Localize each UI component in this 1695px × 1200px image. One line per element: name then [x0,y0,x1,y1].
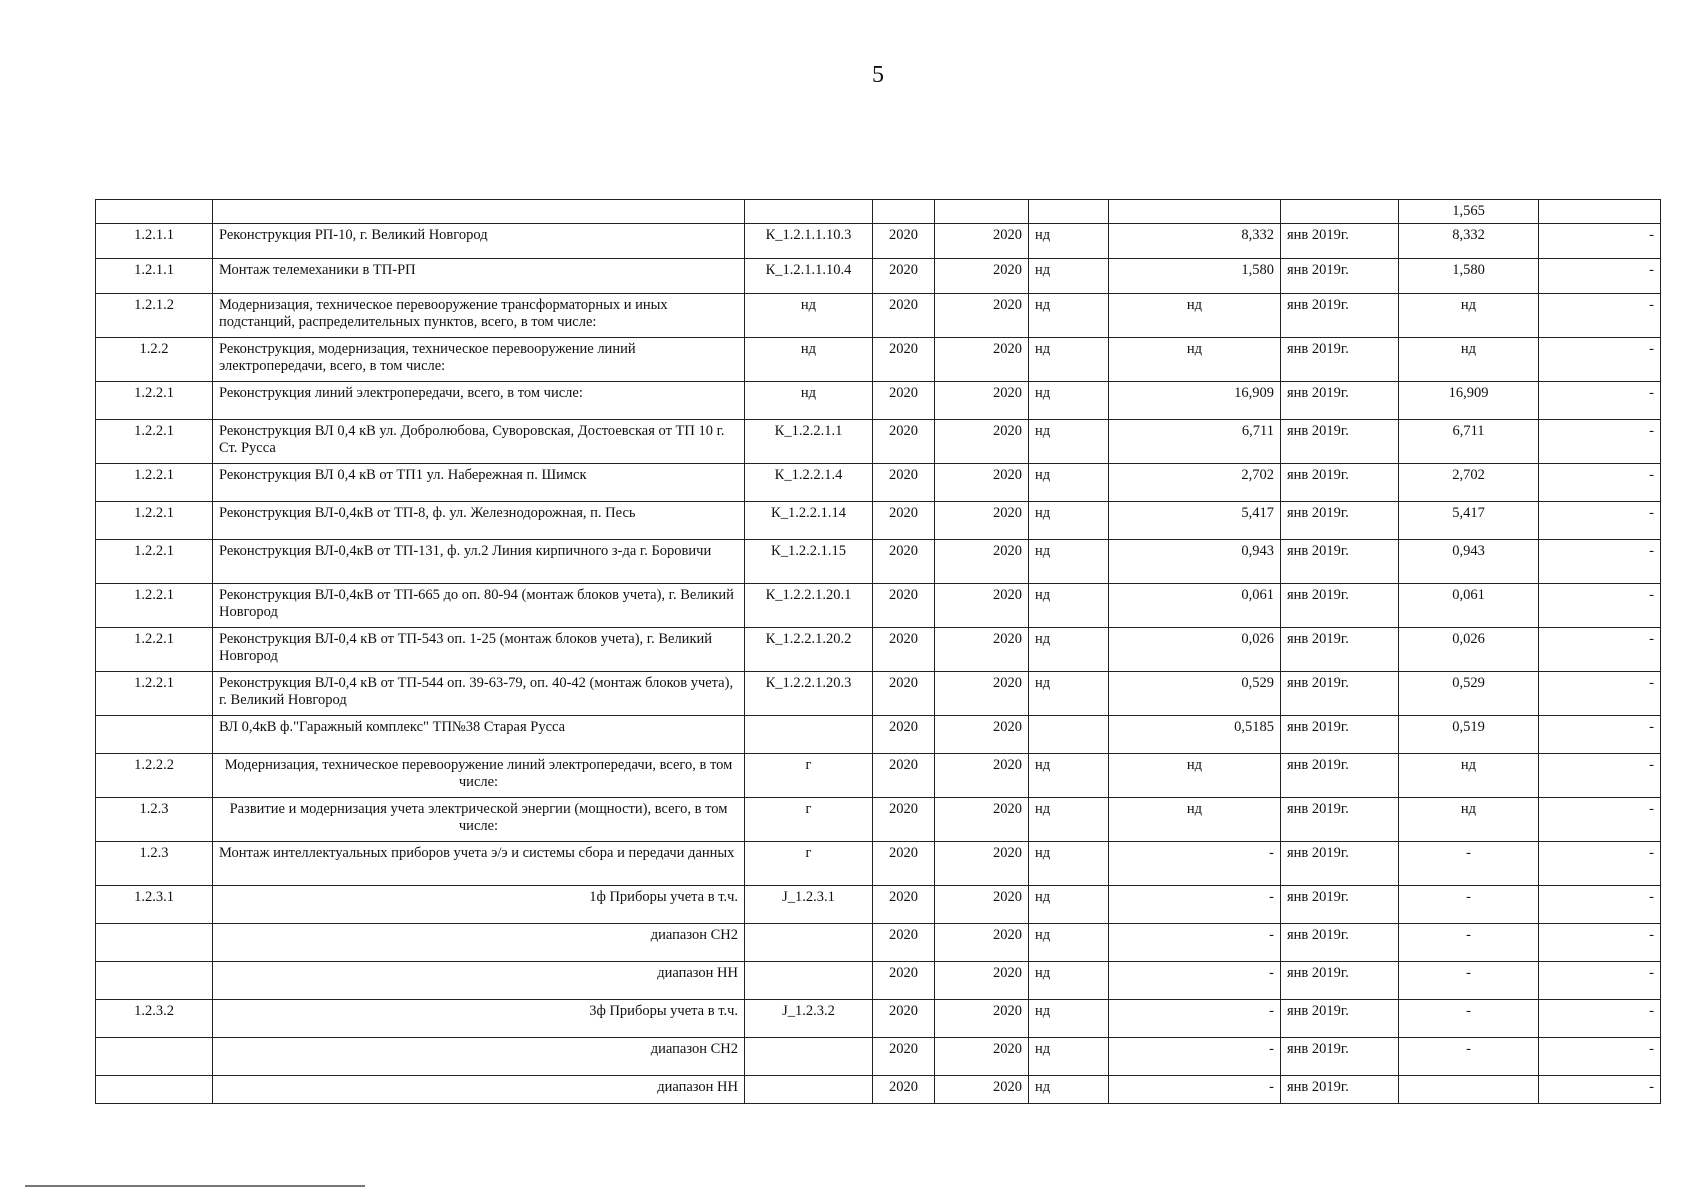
row-year-end: 2020 [935,224,1029,259]
row-year-start: 2020 [873,842,935,886]
row-value: 8,332 [1109,224,1281,259]
row-fin: - [1399,1038,1539,1076]
row-value: - [1109,1038,1281,1076]
header-cell [213,200,745,224]
header-cell [935,200,1029,224]
row-value: нд [1109,338,1281,382]
row-fin [1399,1076,1539,1104]
row-name: Реконструкция ВЛ-0,4кВ от ТП-665 до оп. 80-94 (монтаж блоков учета), г. Великий Новгород [213,584,745,628]
row-date: янв 2019г. [1281,754,1399,798]
row-date: янв 2019г. [1281,962,1399,1000]
row-year-end: 2020 [935,798,1029,842]
row-name: Реконструкция ВЛ 0,4 кВ от ТП1 ул. Набережная п. Шимск [213,464,745,502]
table-row [96,754,1661,798]
row-value: - [1109,1076,1281,1104]
row-number [96,1038,213,1076]
row-year-start: 2020 [873,584,935,628]
row-year-end: 2020 [935,420,1029,464]
row-name: диапазон СН2 [213,924,745,962]
row-fin: 0,529 [1399,672,1539,716]
header-cell [96,200,213,224]
row-dash: - [1539,382,1661,420]
row-number: 1.2.3 [96,798,213,842]
row-value: нд [1109,754,1281,798]
row-fin: 16,909 [1399,382,1539,420]
row-number: 1.2.2.1 [96,584,213,628]
row-code: нд [745,294,873,338]
row-code: К_1.2.2.1.4 [745,464,873,502]
row-fin: - [1399,924,1539,962]
row-unit: нд [1029,420,1109,464]
row-date: янв 2019г. [1281,798,1399,842]
row-unit: нд [1029,294,1109,338]
footer-divider [25,1185,365,1187]
row-code: К_1.2.2.1.14 [745,502,873,540]
row-fin: - [1399,1000,1539,1038]
row-code: К_1.2.2.1.20.1 [745,584,873,628]
row-name: Модернизация, техническое перевооружение линий электропередачи, всего, в том числе: [213,754,745,798]
row-code: J_1.2.3.1 [745,886,873,924]
row-unit: нд [1029,672,1109,716]
row-code [745,1038,873,1076]
row-date: янв 2019г. [1281,259,1399,294]
row-code: г [745,842,873,886]
row-name: Модернизация, техническое перевооружение трансформаторных и иных подстанций, распределительных пунктов, всего, в том числе: [213,294,745,338]
row-number [96,924,213,962]
row-year-start: 2020 [873,754,935,798]
row-number: 1.2.3 [96,842,213,886]
table-row [96,628,1661,672]
row-year-end: 2020 [935,502,1029,540]
row-dash: - [1539,798,1661,842]
row-code: нд [745,338,873,382]
row-name: диапазон НН [213,1076,745,1104]
table-row [96,1076,1661,1104]
row-name: Реконструкция, модернизация, техническое перевооружение линий электропередачи, всего, в том числе: [213,338,745,382]
row-unit: нд [1029,754,1109,798]
row-name: Реконструкция ВЛ-0,4 кВ от ТП-544 оп. 39-63-79, оп. 40-42 (монтаж блоков учета), г. Великий Новгород [213,672,745,716]
row-value: 0,5185 [1109,716,1281,754]
row-year-end: 2020 [935,886,1029,924]
table-row [96,798,1661,842]
row-fin: - [1399,962,1539,1000]
row-date: янв 2019г. [1281,842,1399,886]
table-row [96,1038,1661,1076]
page-number: 5 [872,62,884,88]
row-value: 0,529 [1109,672,1281,716]
row-name: диапазон СН2 [213,1038,745,1076]
row-year-end: 2020 [935,259,1029,294]
row-year-end: 2020 [935,672,1029,716]
row-year-end: 2020 [935,1076,1029,1104]
row-code: г [745,754,873,798]
row-number: 1.2.3.2 [96,1000,213,1038]
row-name: ВЛ 0,4кВ ф."Гаражный комплекс" ТП№38 Старая Русса [213,716,745,754]
row-number: 1.2.1.1 [96,259,213,294]
row-year-end: 2020 [935,842,1029,886]
row-year-end: 2020 [935,716,1029,754]
row-unit: нд [1029,382,1109,420]
row-fin: нд [1399,294,1539,338]
row-value: 0,943 [1109,540,1281,584]
row-value: 1,580 [1109,259,1281,294]
row-fin: нд [1399,754,1539,798]
row-year-start: 2020 [873,259,935,294]
row-date: янв 2019г. [1281,224,1399,259]
row-number: 1.2.2.1 [96,502,213,540]
row-value: - [1109,924,1281,962]
row-code: К_1.2.2.1.1 [745,420,873,464]
table-row [96,338,1661,382]
row-date: янв 2019г. [1281,924,1399,962]
row-fin: 0,943 [1399,540,1539,584]
header-cell [873,200,935,224]
row-year-end: 2020 [935,1038,1029,1076]
row-number: 1.2.1.2 [96,294,213,338]
row-code: К_1.2.1.1.10.4 [745,259,873,294]
row-date: янв 2019г. [1281,382,1399,420]
row-value: 5,417 [1109,502,1281,540]
row-fin: 0,519 [1399,716,1539,754]
row-code [745,716,873,754]
row-fin: 0,061 [1399,584,1539,628]
row-year-start: 2020 [873,338,935,382]
row-value: - [1109,962,1281,1000]
row-unit: нд [1029,798,1109,842]
row-name: 1ф Приборы учета в т.ч. [213,886,745,924]
row-code [745,1076,873,1104]
row-dash: - [1539,1038,1661,1076]
row-code: нд [745,382,873,420]
row-year-end: 2020 [935,540,1029,584]
row-year-start: 2020 [873,798,935,842]
row-year-end: 2020 [935,338,1029,382]
row-year-start: 2020 [873,1076,935,1104]
row-year-start: 2020 [873,540,935,584]
row-date: янв 2019г. [1281,1000,1399,1038]
row-name: Реконструкция РП-10, г. Великий Новгород [213,224,745,259]
row-fin: 8,332 [1399,224,1539,259]
row-name: Развитие и модернизация учета электрической энергии (мощности), всего, в том числе: [213,798,745,842]
row-date: янв 2019г. [1281,464,1399,502]
row-code: г [745,798,873,842]
row-year-start: 2020 [873,886,935,924]
row-dash: - [1539,294,1661,338]
row-dash: - [1539,464,1661,502]
row-code: К_1.2.1.1.10.3 [745,224,873,259]
row-dash: - [1539,338,1661,382]
row-name: Реконструкция ВЛ-0,4 кВ от ТП-543 оп. 1-25 (монтаж блоков учета), г. Великий Новгород [213,628,745,672]
row-year-start: 2020 [873,716,935,754]
row-year-start: 2020 [873,924,935,962]
row-name: Реконструкция линий электропередачи, всего, в том числе: [213,382,745,420]
header-cell [1029,200,1109,224]
row-unit: нд [1029,338,1109,382]
row-year-end: 2020 [935,754,1029,798]
row-code: J_1.2.3.2 [745,1000,873,1038]
row-fin: - [1399,886,1539,924]
table-row [96,1000,1661,1038]
row-date: янв 2019г. [1281,886,1399,924]
row-code [745,962,873,1000]
row-unit: нд [1029,584,1109,628]
row-date: янв 2019г. [1281,628,1399,672]
row-fin: нд [1399,798,1539,842]
row-value: нд [1109,294,1281,338]
row-number: 1.2.2.1 [96,672,213,716]
row-year-end: 2020 [935,294,1029,338]
row-number: 1.2.2.2 [96,754,213,798]
investment-table [95,199,1661,1104]
row-dash: - [1539,540,1661,584]
row-value: - [1109,842,1281,886]
row-dash: - [1539,628,1661,672]
row-date: янв 2019г. [1281,420,1399,464]
row-code: К_1.2.2.1.15 [745,540,873,584]
row-value: 6,711 [1109,420,1281,464]
row-name: Реконструкция ВЛ-0,4кВ от ТП-131, ф. ул.2 Линия кирпичного з-да г. Боровичи [213,540,745,584]
row-value: 16,909 [1109,382,1281,420]
row-year-end: 2020 [935,962,1029,1000]
row-dash: - [1539,1076,1661,1104]
row-dash: - [1539,672,1661,716]
table-row [96,464,1661,502]
table-row [96,224,1661,259]
row-date: янв 2019г. [1281,338,1399,382]
row-dash: - [1539,1000,1661,1038]
row-name: 3ф Приборы учета в т.ч. [213,1000,745,1038]
row-name: Реконструкция ВЛ 0,4 кВ ул. Добролюбова, Суворовская, Достоевская от ТП 10 г. Ст. Русса [213,420,745,464]
row-number [96,962,213,1000]
row-dash: - [1539,716,1661,754]
row-dash: - [1539,924,1661,962]
row-year-start: 2020 [873,420,935,464]
row-name: Монтаж телемеханики в ТП-РП [213,259,745,294]
row-year-end: 2020 [935,1000,1029,1038]
row-value: - [1109,1000,1281,1038]
row-dash: - [1539,224,1661,259]
row-dash: - [1539,259,1661,294]
table-row [96,584,1661,628]
table-row [96,502,1661,540]
row-dash: - [1539,962,1661,1000]
header-fin-cell: 1,565 [1399,200,1539,224]
row-unit: нд [1029,1076,1109,1104]
row-code: К_1.2.2.1.20.3 [745,672,873,716]
table-row [96,259,1661,294]
table-row [96,962,1661,1000]
row-fin: 5,417 [1399,502,1539,540]
header-cell [1281,200,1399,224]
row-number: 1.2.2 [96,338,213,382]
row-code: К_1.2.2.1.20.2 [745,628,873,672]
row-number: 1.2.3.1 [96,886,213,924]
row-name: Монтаж интеллектуальных приборов учета э/э и системы сбора и передачи данных [213,842,745,886]
table-row [96,886,1661,924]
row-date: янв 2019г. [1281,1038,1399,1076]
row-year-start: 2020 [873,628,935,672]
row-year-end: 2020 [935,584,1029,628]
row-fin: 6,711 [1399,420,1539,464]
row-date: янв 2019г. [1281,502,1399,540]
row-unit: нд [1029,1038,1109,1076]
row-number: 1.2.1.1 [96,224,213,259]
row-unit: нд [1029,924,1109,962]
table-row [96,382,1661,420]
row-number [96,1076,213,1104]
row-date: янв 2019г. [1281,1076,1399,1104]
table-row [96,420,1661,464]
row-date: янв 2019г. [1281,540,1399,584]
row-number [96,716,213,754]
row-unit: нд [1029,224,1109,259]
row-year-end: 2020 [935,628,1029,672]
table-row [96,842,1661,886]
row-value: - [1109,886,1281,924]
row-date: янв 2019г. [1281,584,1399,628]
row-unit: нд [1029,886,1109,924]
row-year-start: 2020 [873,294,935,338]
row-number: 1.2.2.1 [96,628,213,672]
row-year-start: 2020 [873,672,935,716]
table-row [96,672,1661,716]
row-year-end: 2020 [935,924,1029,962]
row-value: 0,026 [1109,628,1281,672]
row-dash: - [1539,842,1661,886]
row-unit: нд [1029,1000,1109,1038]
row-number: 1.2.2.1 [96,420,213,464]
table-row [96,540,1661,584]
table-row [96,716,1661,754]
header-cell [1539,200,1661,224]
row-unit: нд [1029,502,1109,540]
row-unit [1029,716,1109,754]
row-dash: - [1539,420,1661,464]
row-unit: нд [1029,259,1109,294]
row-dash: - [1539,502,1661,540]
row-year-start: 2020 [873,1038,935,1076]
row-year-start: 2020 [873,382,935,420]
table-header-row [96,200,1661,224]
row-year-start: 2020 [873,962,935,1000]
row-dash: - [1539,754,1661,798]
row-fin: 1,580 [1399,259,1539,294]
row-unit: нд [1029,842,1109,886]
row-date: янв 2019г. [1281,716,1399,754]
table-row [96,924,1661,962]
table-row [96,294,1661,338]
row-value: 2,702 [1109,464,1281,502]
row-value: нд [1109,798,1281,842]
header-cell [745,200,873,224]
row-fin: 0,026 [1399,628,1539,672]
row-unit: нд [1029,628,1109,672]
row-year-start: 2020 [873,464,935,502]
row-year-start: 2020 [873,224,935,259]
row-unit: нд [1029,540,1109,584]
row-name: диапазон НН [213,962,745,1000]
row-year-end: 2020 [935,464,1029,502]
row-year-end: 2020 [935,382,1029,420]
row-number: 1.2.2.1 [96,540,213,584]
row-number: 1.2.2.1 [96,382,213,420]
row-fin: 2,702 [1399,464,1539,502]
row-dash: - [1539,584,1661,628]
header-cell [1109,200,1281,224]
row-number: 1.2.2.1 [96,464,213,502]
row-fin: нд [1399,338,1539,382]
row-date: янв 2019г. [1281,672,1399,716]
row-code [745,924,873,962]
row-date: янв 2019г. [1281,294,1399,338]
row-year-start: 2020 [873,1000,935,1038]
row-name: Реконструкция ВЛ-0,4кВ от ТП-8, ф. ул. Железнодорожная, п. Песь [213,502,745,540]
row-unit: нд [1029,962,1109,1000]
row-year-start: 2020 [873,502,935,540]
row-fin: - [1399,842,1539,886]
row-value: 0,061 [1109,584,1281,628]
row-dash: - [1539,886,1661,924]
row-unit: нд [1029,464,1109,502]
